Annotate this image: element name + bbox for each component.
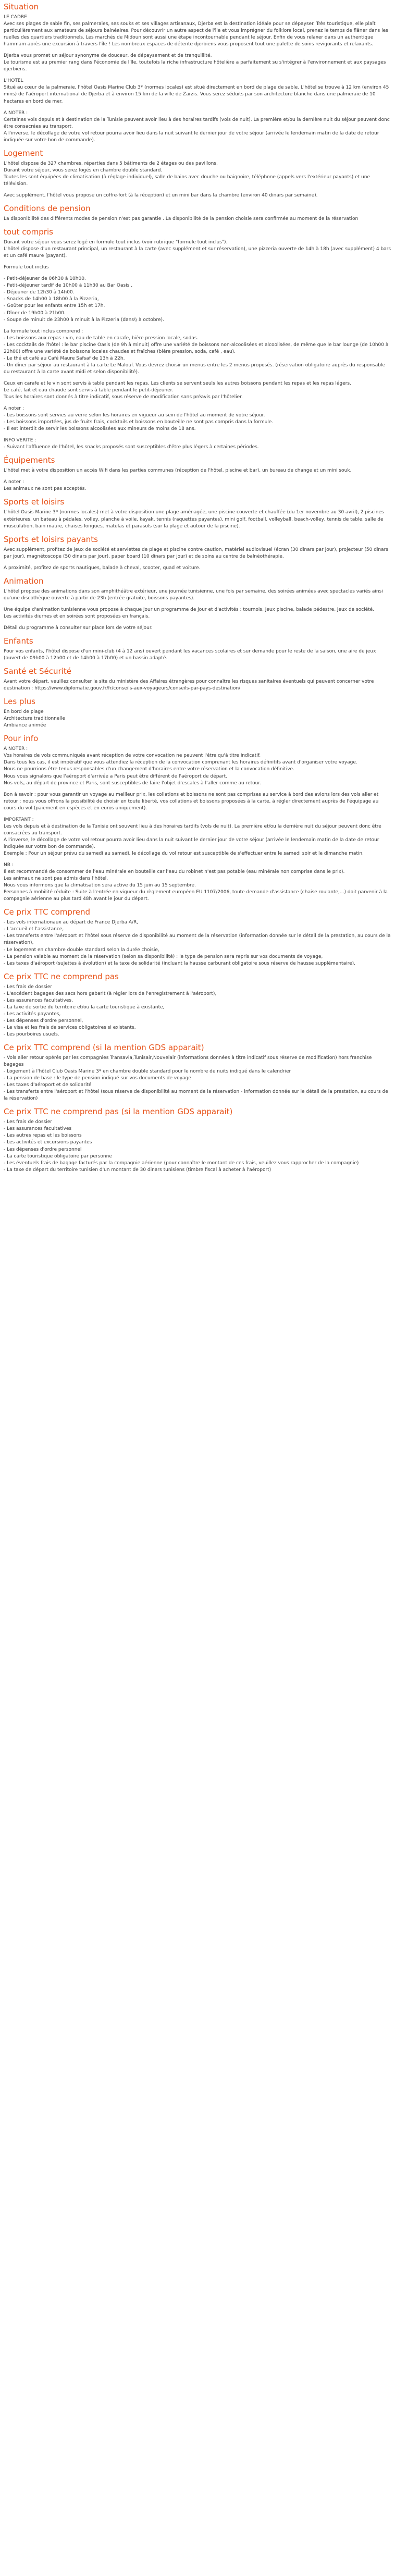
- text-line: Nos vols, au départ de province et Paris, sont susceptibles de faire l'objet d'escales à l'aller comme au retour.: [4, 780, 262, 786]
- paragraph: [4, 467, 391, 474]
- text-line: - Le visa et les frais de services obligatoires si existants,: [4, 1025, 136, 1030]
- text-line: A NOTER :: [4, 110, 28, 116]
- text-line: IMPORTANT :: [4, 817, 34, 822]
- text-line: - Les dépenses d'ordre personnel: [4, 1147, 82, 1152]
- text-line: - Les dépenses d'ordre personnel,: [4, 1018, 83, 1024]
- text-line: - Les éventuels frais de bagage facturés par la compagnie aérienne (pour connaître le montant de ces frais, veuillez vous rapprocher de la compagnie): [4, 1160, 359, 1166]
- text-line: Ambiance animée: [4, 723, 46, 729]
- text-line: Situé au cœur de la palmeraie, l'hôtel Oasis Marine Club 3* (normes locales) est situé directement en bord de plage de sable. L'hôtel se trouve à 12 km (environ 45 mins) de l'aéroport international de Djerba et à environ 15 km de la ville de Zarzis. Vous serez séduits par son architecture blanche dans une palmeraie de 10 hectares en bord de mer.: [4, 85, 389, 104]
- text-line: A NOTER :: [4, 746, 28, 752]
- paragraph: [4, 792, 391, 812]
- text-line: - La taxe de départ du territoire tunisien d'un montant de 30 dinars tunisiens (timbre fiscal à acheter à l'aéroport): [4, 1167, 271, 1173]
- section-title: Enfants: [4, 636, 33, 646]
- section-title: Pour info: [4, 734, 39, 744]
- section-ttc-gds-comprend: [4, 1043, 391, 1102]
- text-line: Le café, lait et eau chaude sont servis à table pendant le petit-déjeuner.: [4, 387, 174, 393]
- text-line: - Les transferts entre l'aéroport et l'hôtel sous réserve de disponibilité au moment de la réservation (information donnée sur le détail de la prestation, au cours de la réservation),: [4, 933, 391, 946]
- text-line: L'hôtel dispose d'un restaurant principal, un restaurant à la carte (avec supplément et sur réservation), une pizzeria ouverte de 14h à 18h (avec supplément) 4 bars et un café maure (payant).: [4, 246, 391, 259]
- text-line: - Un dîner par séjour au restaurant à la carte Le Malouf. Vous devrez choisir un menus entre les 2 menus proposés. (réservation obligatoire auprès du responsable du restaurant à la carte avant midi et selon disponibilité).: [4, 362, 386, 375]
- section-situation: [4, 2, 391, 144]
- paragraph: [4, 53, 391, 73]
- paragraph: [4, 14, 391, 48]
- text-line: Les animaux ne sont pas admis dans l'hôtel.: [4, 876, 108, 882]
- text-line: Les activités diurnes et en soirées sont proposées en français.: [4, 613, 150, 619]
- text-line: - L'accueil et l'assistance,: [4, 927, 64, 932]
- text-line: Avec supplément, profitez de jeux de société et serviettes de plage et piscine contre caution, matériel audiovisuel (écran (30 dinars par jour), projecteur (50 dinars par jour), magnétoscope (50 dinars par jour), paper board (10 dinars par jour) et de soins au centre de balnéothérapie.: [4, 547, 389, 559]
- text-line: - Petit-déjeuner de 06h30 à 10h00.: [4, 276, 86, 282]
- paragraph: [4, 919, 391, 967]
- text-line: - Goûter pour les enfants entre 15h et 17h.: [4, 303, 105, 309]
- text-line: A noter :: [4, 479, 24, 485]
- text-line: - Les activités payantes,: [4, 1011, 61, 1017]
- paragraph: [4, 405, 391, 433]
- section-equipements: [4, 455, 391, 492]
- section-title: Ce prix TTC comprend (si la mention GDS apparait): [4, 1043, 204, 1053]
- text-line: Pour vos enfants, l'hôtel dispose d'un mini-club (4 à 12 ans) ouvert pendant les vacances scolaires et sur demande pour le reste de la saison, une aire de jeux (ouvert de 09h00 à 12h00 et de 14h00 à 17h00) et un bassin adapté.: [4, 649, 376, 661]
- text-line: Nous vous informons que la climatisation sera active du 15 juin au 15 septembre.: [4, 883, 196, 889]
- text-line: L'hôtel met à votre disposition un accès Wifi dans les parties communes (réception de l'hôtel, piscine et bar), un bureau de change et un mini souk.: [4, 468, 352, 474]
- text-line: Vos horaires de vols communiqués avant réception de votre convocation ne peuvent l'être qu'à titre indicatif.: [4, 753, 261, 759]
- document-body: [0, 0, 395, 1186]
- paragraph: [4, 746, 391, 786]
- text-line: Avec ses plages de sable fin, ses palmeraies, ses souks et ses villages artisanaux, Djerba est la destination idéale pour se dépayser. Très touristique, elle plaît particulièrement aux amateurs de séjours balnéaires. Pour découvrir un autre aspect de l'île et vous imprégner du folklore local, prenez le temps de flâner dans les ruelles des quartiers traditionnels. Les marchés de Midoun sont aussi une étape incontournable pendant le séjour. Enfin de vous relaxer dans un authentique hammam après une excursion à travers l'île ! Les nombreux espaces de détente djerbiens vous proposent tout une palette de soins revigorants et relaxants.: [4, 21, 388, 47]
- text-line: Formule tout inclus: [4, 265, 49, 270]
- paragraph: [4, 862, 391, 903]
- paragraph: [4, 276, 391, 323]
- paragraph: [4, 565, 391, 572]
- section-title: Sports et loisirs: [4, 497, 65, 507]
- text-line: - Les activités et excursions payantes: [4, 1140, 92, 1145]
- paragraph: [4, 1055, 391, 1102]
- paragraph: [4, 817, 391, 857]
- text-line: NB :: [4, 862, 14, 868]
- section-conditions: [4, 204, 391, 223]
- text-line: Détail du programme à consulter sur place lors de votre séjour.: [4, 625, 153, 631]
- paragraph: [4, 509, 391, 529]
- text-line: Architecture traditionnelle: [4, 716, 65, 722]
- paragraph: [4, 625, 391, 632]
- section-title: Santé et Sécurité: [4, 667, 71, 676]
- section-title: Conditions de pension: [4, 204, 91, 214]
- text-line: L'hôtel dispose de 327 chambres, réparties dans 5 bâtiments de 2 étages ou des pavillons.: [4, 161, 218, 166]
- text-line: - L'excédent bagages des sacs hors gabarit (à régler lors de l'enregistrement à l'aéroport),: [4, 991, 217, 996]
- text-line: - Les vols internationaux au départ de France Djerba A/R,: [4, 920, 139, 926]
- paragraph: [4, 679, 391, 692]
- section-enfants: [4, 636, 391, 662]
- text-line: INFO VERITE :: [4, 438, 36, 443]
- section-animation: [4, 576, 391, 632]
- paragraph: [4, 479, 391, 492]
- section-sante: [4, 667, 391, 692]
- section-title: Ce prix TTC comprend: [4, 907, 91, 917]
- text-line: Bon à savoir : pour vous garantir un voyage au meilleur prix, les collations et boissons ne sont pas comprises au service à bord des avions lors des vols aller et retour ; nous vous offrons la possibilité de choisir en toute liberté, vos collations et boissons proposées à la carte, à régler directement auprès de l'équipage au cours du vol (paiement en espèces et en euros uniquement).: [4, 792, 379, 811]
- paragraph: [4, 192, 391, 199]
- text-line: Avec supplément, l'hôtel vous propose un coffre-fort (à la réception) et un mini bar dans la chambre (environ 40 dinars par semaine).: [4, 192, 318, 198]
- text-line: - Les pourboires usuels.: [4, 1031, 59, 1037]
- text-line: - La pension valable au moment de la réservation (selon sa disponibilité) : le type de pension sera repris sur vos documents de voyage,: [4, 954, 323, 959]
- text-line: Ceux en carafe et le vin sont servis à table pendant les repas. Les clients se servent seuls les autres boissons pendant les repas et les repas légers.: [4, 380, 351, 386]
- text-line: Djerba vous promet un séjour synonyme de douceur, de dépaysement et de tranquillité.: [4, 53, 212, 59]
- text-line: Toutes les sont équipées de climatisation (à réglage individuel), salle de bains avec douche ou baignoire, téléphone (appels vers l'extérieur payants) et une télévision.: [4, 174, 370, 187]
- text-line: Les animaux ne sont pas acceptés.: [4, 486, 87, 492]
- text-line: - Les boissons sont servies au verre selon les horaires en vigueur au sein de l'hôtel au moment de votre séjour.: [4, 413, 265, 418]
- text-line: - Les autres repas et les boissons: [4, 1133, 82, 1139]
- text-line: La disponibilité des différents modes de pension n'est pas garantie . La disponibilité de la pension choisie sera confirmée au moment de la réservation: [4, 216, 359, 222]
- text-line: Nous ne pourrions être tenus responsables d'un changement d'horaires entre votre réservation et la convocation définitive.: [4, 767, 294, 772]
- paragraph: [4, 239, 391, 260]
- section-title: tout compris: [4, 227, 53, 237]
- paragraph: [4, 709, 391, 729]
- text-line: - Les taxes d'aéroport (sujettes à évolution) et la taxe de solidarité (incluant la hausse carburant obligatoire sous réserve de hausse supplémentaire),: [4, 960, 355, 966]
- section-title: Équipements: [4, 455, 55, 465]
- paragraph: [4, 216, 391, 223]
- text-line: - Petit-déjeuner tardif de 10h00 à 11h30 au Bar Oasis ,: [4, 283, 133, 289]
- paragraph: [4, 984, 391, 1038]
- paragraph: [4, 161, 391, 188]
- text-line: - La carte touristique obligatoire par personne: [4, 1153, 112, 1159]
- text-line: - Vols aller retour opérés par les compagnies Transavia,Tunisair,Nouvelair (informations données à titre indicatif sous réserve de modification) hors franchise bagages: [4, 1055, 372, 1068]
- paragraph: [4, 110, 391, 144]
- paragraph: [4, 547, 391, 560]
- text-line: Personnes à mobilité réduite : Suite à l'entrée en vigueur du règlement européen EU 1107/2006, toute demande d'assistance (chaise roulante,...) doit parvenir à la compagnie aérienne au plus tard 48h avant le jour du départ.: [4, 890, 388, 902]
- paragraph: [4, 264, 391, 271]
- text-line: Durant votre séjour vous serez logé en formule tout inclus (voir rubrique "formule tout inclus").: [4, 240, 228, 245]
- paragraph: [4, 328, 391, 376]
- text-line: Il est recommandé de consommer de l'eau minérale en bouteille car l'eau du robinet n'est pas potable (eau minérale non comprise dans le prix).: [4, 869, 345, 875]
- text-line: - Les frais de dossier: [4, 1119, 52, 1125]
- text-line: L'hôtel propose des animations dans son amphithéâtre extérieur, une journée tunisienne, une fois par semaine, des soirées animées avec spectacles variés ainsi qu'une discothèque ouverte à partir de 23h (entrée gratuite, boissons payantes).: [4, 588, 383, 601]
- text-line: - Logement à l'hôtel Club Oasis Marine 3* en chambre double standard pour le nombre de nuits indiqué dans le calendrier: [4, 1069, 291, 1075]
- section-logement: [4, 149, 391, 199]
- text-line: - Les taxes d'aéroport et de solidarité: [4, 1082, 92, 1088]
- text-line: - La pension de base : le type de pension indiqué sur vos documents de voyage: [4, 1076, 191, 1081]
- section-sports-payants: [4, 535, 391, 572]
- paragraph: [4, 437, 391, 451]
- text-line: - Les boissons aux repas : vin, eau de table en carafe, bière pression locale, sodas.: [4, 335, 199, 341]
- text-line: A l'inverse, le décollage de votre vol retour pourra avoir lieu dans la nuit suivant le dernier jour de votre séjour (arrivée le lendemain matin de la date de retour indiquée sur votre bon de commande).: [4, 130, 379, 143]
- paragraph: [4, 648, 391, 662]
- text-line: - Le thé et café au Café Maure Safsaf de 13h à 22h.: [4, 355, 125, 361]
- text-line: - La taxe de sortie du territoire et/ou la carte touristique à existante,: [4, 1004, 165, 1010]
- text-line: - Le logement en chambre double standard selon la durée choisie,: [4, 947, 159, 953]
- text-line: L'hôtel Oasis Marine 3* (normes locales) met à votre disposition une plage aménagée, une piscine couverte et chauffée (du 1er novembre au 30 avril), 2 piscines extérieures, un bateau à pédales, volley, planche à voile, kayak, tennis (raquettes payantes), mini golf, football, volleyball, beach-volley, tennis de table, salle de musculation, bain maure, chaises longues, matelas et parasols (sur la plage et autour de la piscine).: [4, 510, 384, 529]
- text-line: Les vols depuis et à destination de la Tunisie ont souvent lieu à des horaires tardifs (vols de nuit). La première et/ou la dernière nuit du séjour peuvent donc être consacrées au transport.: [4, 823, 381, 836]
- text-line: La formule tout inclus comprend :: [4, 328, 83, 334]
- text-line: - Suivant l'affluence de l'hôtel, les snacks proposés sont susceptibles d'être plus légers à certaines périodes.: [4, 445, 259, 450]
- paragraph: [4, 380, 391, 401]
- text-line: - Soupe de minuit de 23h00 à minuit à la Pizzeria (dans\\ à octobre).: [4, 317, 164, 323]
- text-line: - Les assurances facultatives: [4, 1126, 72, 1132]
- paragraph: [4, 607, 391, 620]
- text-line: En bord de plage: [4, 709, 44, 715]
- section-ttc-comprend: [4, 907, 391, 967]
- section-pour-info: [4, 734, 391, 903]
- text-line: LE CADRE: [4, 15, 27, 20]
- text-line: - Déjeuner de 12h30 à 14h00.: [4, 290, 75, 295]
- paragraph: [4, 78, 391, 105]
- section-sports-inclus: [4, 497, 391, 529]
- text-line: - Les assurances facultatives,: [4, 997, 73, 1003]
- text-line: - Les cocktails de l'hôtel : le bar piscine Oasis (de 9h à minuit) offre une variété de boissons non-alcoolisées et alcoolisées, de même que le bar lounge (de 10h00 à 22h00) offre une variété de boissons locales chaudes et fraîches (bière pression, soda, café , eau).: [4, 342, 389, 354]
- section-title: Logement: [4, 148, 43, 158]
- text-line: Dans tous les cas, il est impératif que vous attendiez la réception de la convocation comprenant les horaires définitifs avant d'organiser votre voyage.: [4, 760, 357, 766]
- section-tout-compris: [4, 227, 391, 451]
- text-line: - Les boissons importées, jus de fruits frais, cocktails et boissons en bouteille ne sont pas compris dans la formule.: [4, 420, 274, 425]
- text-line: Durant votre séjour, vous serez logés en chambre double standard.: [4, 167, 163, 173]
- section-title: Sports et loisirs payants: [4, 534, 98, 544]
- text-line: - Dîner de 19h00 à 21h00.: [4, 310, 66, 316]
- text-line: A noter :: [4, 406, 24, 412]
- section-ttc-gds-ne-comprend: [4, 1107, 391, 1173]
- section-title: Animation: [4, 576, 44, 586]
- text-line: - Les transferts entre l'aéroport et l'hôtel (sous réserve de disponibilité au moment de la réservation - information donnée sur le détail de la prestation, au cours de la réservation): [4, 1089, 388, 1102]
- text-line: A l'inverse, le décollage de votre vol retour pourra avoir lieu dans la nuit suivant le dernier jour de votre séjour (arrivée le lendemain matin de la date de retour indiquée sur votre bon de commande).: [4, 837, 379, 849]
- text-line: Une équipe d'animation tunisienne vous propose à chaque jour un programme de jour et d'activités : tournois, jeux piscine, balade pédestre, jeux de société.: [4, 607, 375, 612]
- paragraph: [4, 1119, 391, 1173]
- text-line: - Snacks de 14h00 à 18h00 à la Pizzeria,: [4, 297, 99, 302]
- section-title: Ce prix TTC ne comprend pas (si la mention GDS apparait): [4, 1107, 233, 1117]
- text-line: - Il est interdit de servir les boissons alcoolisées aux mineurs de moins de 18 ans.: [4, 426, 196, 432]
- text-line: A proximité, profitez de sports nautiques, balade à cheval, scooter, quad et voiture.: [4, 565, 201, 571]
- section-title: Les plus: [4, 697, 35, 707]
- text-line: L'HOTEL: [4, 78, 23, 84]
- section-title: Ce prix TTC ne comprend pas: [4, 971, 119, 981]
- section-ttc-ne-comprend: [4, 972, 391, 1038]
- text-line: Le tourisme est au premier rang dans l'économie de l'île, toutefois la riche infrastructure hôtelière a parfaitement su s'intégrer à l'environnement et aux paysages djerbiens.: [4, 60, 386, 72]
- text-line: Exemple : Pour un séjour prévu du samedi au samedi, le décollage du vol retour est susceptible de s'effectuer entre le samedi soir et le dimanche matin.: [4, 851, 364, 856]
- text-line: Certaines vols depuis et à destination de la Tunisie peuvent avoir lieu à des horaires tardifs (vols de nuit). La première et/ou la dernière nuit du séjour peuvent donc être consacrées au transport.: [4, 117, 390, 129]
- section-plus: [4, 697, 391, 729]
- text-line: Nous vous signalons que l'aéroport d'arrivée a Paris peut être différent de l'aéroport de départ.: [4, 773, 228, 779]
- text-line: Avant votre départ, veuillez consulter le site du ministère des Affaires étrangères pour connaître les risques sanitaires éventuels qui peuvent concerner votre destination : https://www.diplomatie.gouv.fr/fr/conseils-aux-voyageurs/conseils-par-pays-destination/: [4, 679, 374, 692]
- paragraph: [4, 588, 391, 602]
- section-title: Situation: [4, 2, 39, 11]
- text-line: Tous les horaires sont donnés à titre indicatif, sous réserve de modification sans préavis par l'hôtelier.: [4, 395, 243, 400]
- text-line: - Les frais de dossier: [4, 984, 52, 990]
